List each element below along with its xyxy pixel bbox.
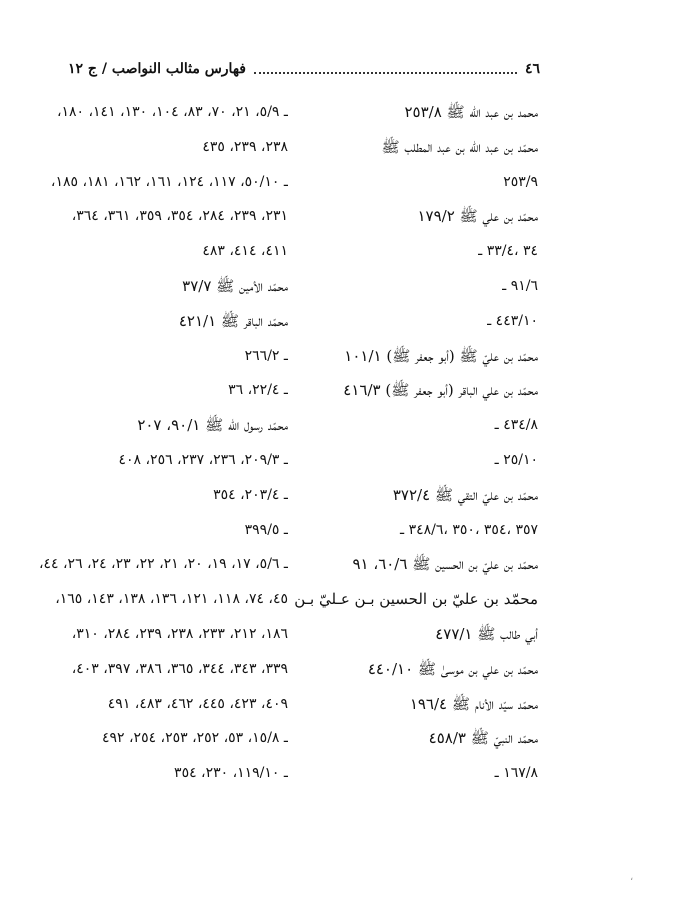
index-entry: محمّد رسول الله ﷺ ٩٠/١، ٢٠٧ <box>137 416 288 435</box>
index-entry: ٤٠٩، ٤٢٣، ٤٤٥، ٤٦٢، ٤٨٣، ٤٩١ <box>107 695 288 712</box>
index-entry: أبي طالب ﷺ ٤٧٧/١ <box>435 624 538 643</box>
index-entry: ـ ٥٠/١٠، ١١٧، ١٢٤، ١٦١، ١٦٢، ١٨١، ١٨٥، <box>50 173 288 190</box>
index-entry: ٢٥٣/٩ <box>503 173 538 190</box>
index-entry: محمّد بن عليّ التقي ﷺ ٣٧٢/٤ <box>392 485 538 504</box>
index-entry: ـ ٢٠٣/٤، ٣٥٤ <box>213 486 288 503</box>
index-column-left <box>38 95 288 791</box>
page-number: ٤٦ <box>524 61 540 77</box>
index-column-right <box>248 95 538 791</box>
index-entry: محمّد بن عليّ ﷺ (أبو جعفر ﷺ) ١٠١/١ <box>344 346 538 365</box>
index-entry: ـ ٢٢/٤، ٣٦ <box>228 382 288 399</box>
index-entry: ٣٣٩، ٣٤٣، ٣٤٤، ٣٦٥، ٣٨٦، ٣٩٧، ٤٠٣، <box>71 660 288 677</box>
index-entry: ـ ٥/٦، ١٧، ١٩، ٢٠، ٢١، ٢٢، ٢٣، ٢٤، ٢٦، ٤٤، <box>39 556 288 573</box>
index-entry: محمّد سيّد الأنام ﷺ ١٩٦/٤ <box>409 694 538 713</box>
index-entry: محمّد بن عليّ بن الحسين بـن عـليّ بـن <box>294 590 538 609</box>
header-dot-leader <box>254 72 517 74</box>
index-entry: محمّد بن علي ﷺ ١٧٩/٢ <box>417 207 538 226</box>
index-entry: ٢٣٨، ٢٣٩، ٤٣٥ <box>202 138 288 155</box>
index-entry: ٩١/٦ ـ <box>502 277 538 294</box>
index-entry: ٢٥/١٠ ـ <box>494 451 538 468</box>
index-entry: ٣٥٧ ،٣٥٤ ،٣٥٠ ،٣٤٨/٦ ـ <box>400 521 538 538</box>
index-entry: محمد بن عبد الله ﷺ ٢٥٣/٨ <box>404 103 538 121</box>
index-entry: محمّد الأمين ﷺ ٣٧/٧ <box>182 276 288 295</box>
running-title: فهارس مثالب النواصب / ج ١٢ <box>68 61 246 77</box>
index-entry: ٤٥، ٧٤، ١١٨، ١٢١، ١٣٦، ١٣٨، ١٤٣، ١٦٥، <box>55 591 288 608</box>
index-entry: ـ ٥/٩، ٢١، ٧٠، ٨٣، ١٠٤، ١٣٠، ١٤١، ١٨٠، <box>56 104 288 120</box>
index-entry: ٤١١، ٤١٤، ٤٨٣ <box>202 243 288 260</box>
index-entry: ٤٣٤/٨ ـ <box>494 417 538 434</box>
index-entry: ـ ٣٩٩/٥ <box>244 521 288 538</box>
index-entry: ـ ١١٩/١٠، ٢٣٠، ٣٥٤ <box>174 765 288 782</box>
index-entry: ٣٤ ،٣٣/٤ ـ <box>478 243 538 260</box>
index-entry: ٤٤٣/١٠ ـ <box>487 312 538 329</box>
index-entry: ١٦٧/٨ ـ <box>494 765 538 782</box>
index-entry: ـ ٢٠٩/٣، ٢٣٦، ٢٣٧، ٢٥٦، ٤٠٨ <box>118 451 288 468</box>
index-entry: ١٨٦، ٢١٢، ٢٣٣، ٢٣٨، ٢٣٩، ٢٨٤، ٣١٠، <box>71 625 288 642</box>
index-entry: محمّد بن عبد الله بن عبد المطلب ﷺ <box>381 137 538 156</box>
index-entry: محمّد بن عليّ بن الحسين ﷺ ٦٠/٦، ٩١ <box>352 555 538 574</box>
index-entry: محمّد النبيّ ﷺ ٤٥٨/٣ <box>428 729 538 748</box>
index-entry: ٢٣١، ٢٣٩، ٢٨٤، ٣٥٤، ٣٥٩، ٣٦١، ٣٦٤، <box>71 208 288 225</box>
index-entry: محمّد الباقر ﷺ ٤٢١/١ <box>178 311 288 330</box>
page-header <box>68 58 540 80</box>
index-entry: محمّد بن علي الباقر (أبو جعفر ﷺ) ٤١٦/٣ <box>343 381 538 400</box>
index-entry: ـ ١٥/٨، ٥٣، ٢٥٢، ٢٥٣، ٢٥٤، ٤٩٢ <box>102 730 288 747</box>
corner-mark: ، <box>630 872 634 883</box>
index-entry: محمّد بن علي بن موسىٰ ﷺ ٤٤٠/١٠ <box>367 659 538 678</box>
index-entry: ـ ٢٦٦/٢ <box>244 347 288 364</box>
